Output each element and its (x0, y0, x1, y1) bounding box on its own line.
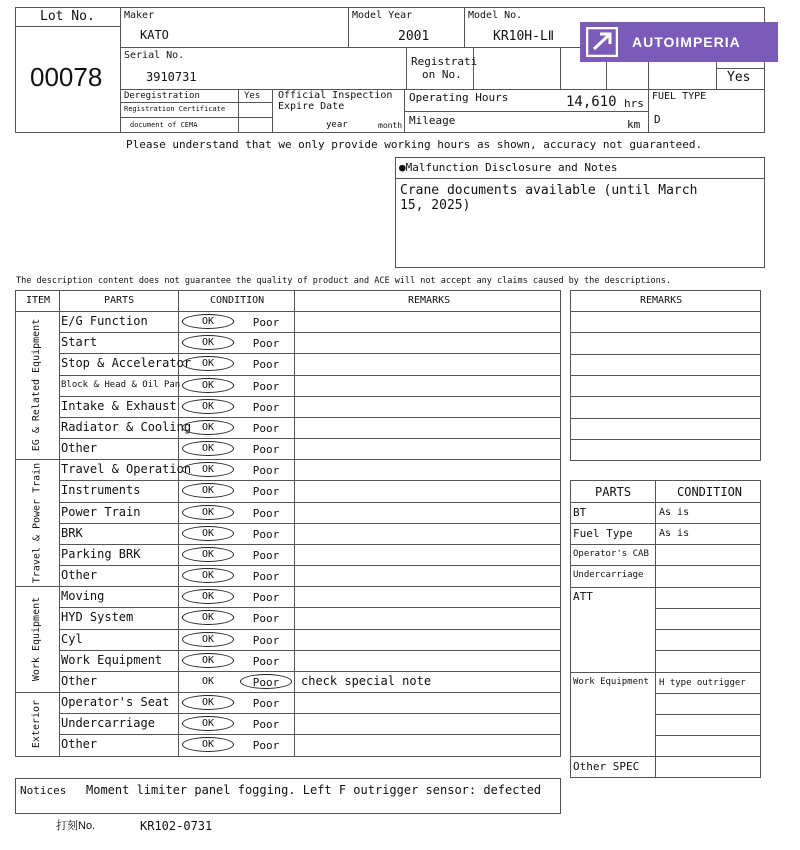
poor-option: Poor (252, 485, 280, 499)
ok-selected-circle (182, 441, 234, 456)
poor-option: Poor (252, 697, 280, 711)
stamp-value: KR102-0731 (140, 819, 213, 833)
part-label: BRK (61, 525, 83, 540)
part-label: Radiator & Cooling (61, 419, 192, 434)
part-label: Start (61, 335, 98, 350)
registration-label-2: on No. (422, 68, 462, 81)
model-year-label: Model Year (352, 10, 413, 21)
spec-part-att: ATT (573, 590, 593, 603)
part-label: Other (61, 737, 98, 752)
condition-header: CONDITION (210, 295, 265, 306)
fuel-type-label: FUEL TYPE (652, 91, 707, 102)
model-no-label: Model No. (468, 10, 523, 21)
inspection-label-2: Expire Date (278, 101, 345, 112)
poor-option: Poor (252, 548, 280, 562)
disclaimer-text: The description content does not guarantee the quality of product and ACE will not accept any claims caused by the descriptions. (16, 276, 672, 286)
spec-part-bt: BT (573, 506, 587, 519)
ok-option: OK (201, 548, 215, 560)
mileage-label: Mileage (409, 114, 456, 127)
ok-selected-circle (182, 547, 234, 562)
serial-label: Serial No. (124, 50, 185, 61)
item-header: ITEM (26, 295, 51, 306)
ok-option: OK (201, 464, 215, 476)
poor-option: Poor (252, 358, 280, 372)
ok-option: OK (201, 485, 215, 497)
autoimperia-logo-icon (586, 27, 618, 57)
part-label: Travel & Operation (61, 462, 192, 477)
ok-option: OK (201, 443, 215, 454)
poor-option: Poor (252, 612, 280, 626)
cema-label: document of CEMA (130, 121, 198, 129)
working-hours-notice: Please understand that we only provide working hours as shown, accuracy not guaranteed. (126, 138, 703, 151)
part-label: Intake & Exhaust (61, 398, 177, 413)
ok-option: OK (201, 697, 215, 709)
part-label: Other (61, 441, 98, 455)
spec-cond-work-equipment: H type outrigger (659, 678, 746, 688)
poor-option: Poor (252, 570, 280, 583)
spec-part-work-equipment: Work Equipment (573, 677, 649, 687)
part-label: Undercarriage (61, 716, 155, 731)
poor-option: Poor (252, 675, 280, 689)
part-label: Parking BRK (61, 546, 141, 561)
maker-value: KATO (140, 28, 169, 42)
group-label: Travel & Power Train (31, 462, 42, 583)
spec-part-operators-cab: Operator's CAB (573, 549, 649, 559)
dereg-value: Yes (244, 91, 261, 101)
registration-label-1: Registrati (411, 55, 478, 68)
ok-option: OK (201, 739, 215, 751)
model-no-value: KR10H-LⅡ (493, 29, 555, 44)
maker-label: Maker (124, 10, 155, 21)
spec-cond-fuel-type: As is (659, 528, 690, 539)
ok-option: OK (201, 316, 215, 327)
ok-option: OK (201, 527, 215, 539)
ac-value: Yes (727, 70, 751, 85)
ok-option: OK (201, 379, 215, 391)
year-label: year (326, 120, 348, 130)
lot-number: 00078 (30, 62, 103, 92)
part-label: Power Train (61, 504, 141, 519)
poor-option: Poor (252, 316, 280, 329)
malfunction-title: ●Malfunction Disclosure and Notes (399, 161, 618, 174)
part-label: Other (61, 673, 98, 688)
ok-option: OK (201, 506, 215, 518)
ok-option: OK (201, 718, 215, 730)
part-label: HYD System (61, 610, 134, 625)
poor-option: Poor (252, 506, 280, 520)
poor-option: Poor (252, 527, 280, 541)
right-remarks-header: REMARKS (640, 295, 683, 306)
notices-text: Moment limiter panel fogging. Left F outrigger sensor: defected (86, 783, 542, 797)
spec-cond-bt: As is (659, 507, 690, 518)
poor-option: Poor (252, 400, 280, 414)
spec-part-other-spec: Other SPEC (573, 760, 640, 773)
ok-selected-circle (182, 505, 234, 520)
poor-option: Poor (252, 654, 280, 668)
month-label: month (378, 121, 403, 130)
spec-parts-header: PARTS (595, 485, 632, 499)
stamp-label: 打刻No. (56, 820, 96, 832)
poor-option: Poor (252, 739, 280, 753)
ok-option: OK (201, 400, 215, 412)
ok-option: OK (201, 421, 215, 433)
spec-condition-header: CONDITION (677, 485, 743, 499)
ok-selected-circle (182, 568, 234, 583)
ok-option: OK (201, 633, 215, 645)
poor-selected-circle (240, 674, 292, 689)
serial-value: 3910731 (146, 70, 197, 84)
op-hours-label: Operating Hours (409, 91, 509, 104)
fuel-type-value: D (654, 113, 661, 126)
group-label: Exterior (31, 699, 43, 748)
model-year-value: 2001 (398, 29, 430, 44)
ok-selected-circle (182, 695, 234, 710)
spec-part-fuel-type: Fuel Type (573, 527, 633, 540)
ok-option: OK (201, 654, 215, 666)
spec-part-undercarriage: Undercarriage (573, 570, 644, 580)
ok-selected-circle (182, 314, 234, 329)
parts-header: PARTS (104, 295, 135, 306)
ok-option: OK (201, 358, 215, 370)
part-label: E/G Function (61, 314, 148, 328)
group-label: EG & Related Equipment (30, 318, 42, 452)
ok-option: OK (201, 675, 215, 687)
poor-option: Poor (252, 591, 280, 605)
logo-text: AUTOIMPERIA (632, 34, 741, 50)
part-label: Other (61, 568, 98, 582)
reg-cert-label: Registration Certificate (124, 105, 226, 113)
ok-selected-circle (182, 378, 234, 393)
ok-selected-circle (182, 653, 234, 668)
poor-option: Poor (252, 337, 280, 351)
ok-option: OK (201, 570, 215, 581)
poor-option: Poor (252, 718, 280, 732)
part-label: Instruments (61, 483, 141, 498)
part-label: Block & Head & Oil Pan (61, 379, 181, 390)
ok-selected-circle (182, 399, 234, 414)
hrs-unit: hrs (624, 97, 644, 110)
poor-option: Poor (252, 379, 280, 393)
ok-option: OK (201, 591, 215, 603)
part-label: Cyl (61, 631, 83, 646)
poor-option: Poor (252, 443, 280, 456)
part-label: Stop & Accelerator (61, 356, 192, 371)
ok-option: OK (201, 337, 215, 349)
poor-option: Poor (252, 633, 280, 647)
ok-selected-circle (182, 526, 234, 541)
autoimperia-logo (580, 22, 778, 62)
poor-option: Poor (252, 464, 280, 478)
part-label: Work Equipment (61, 652, 163, 667)
ok-selected-circle (182, 420, 234, 435)
inspection-label-1: Official Inspection (278, 90, 393, 101)
remark-text: check special note (301, 673, 432, 688)
notices-label: Notices (20, 784, 67, 797)
op-hours-value: 14,610 (566, 94, 617, 110)
ok-option: OK (201, 612, 215, 624)
remarks-header: REMARKS (408, 295, 451, 306)
part-label: Operator's Seat (61, 695, 170, 710)
dereg-label: Deregistration (124, 91, 200, 101)
malfunction-line-2: 15, 2025) (400, 198, 471, 213)
km-unit: km (627, 118, 641, 131)
malfunction-line-1: Crane documents available (until March (400, 183, 698, 198)
lot-label: Lot No. (40, 9, 95, 24)
group-label: Work Equipment (31, 596, 43, 682)
part-label: Moving (61, 589, 105, 604)
poor-option: Poor (252, 421, 280, 435)
ok-selected-circle (182, 632, 234, 647)
